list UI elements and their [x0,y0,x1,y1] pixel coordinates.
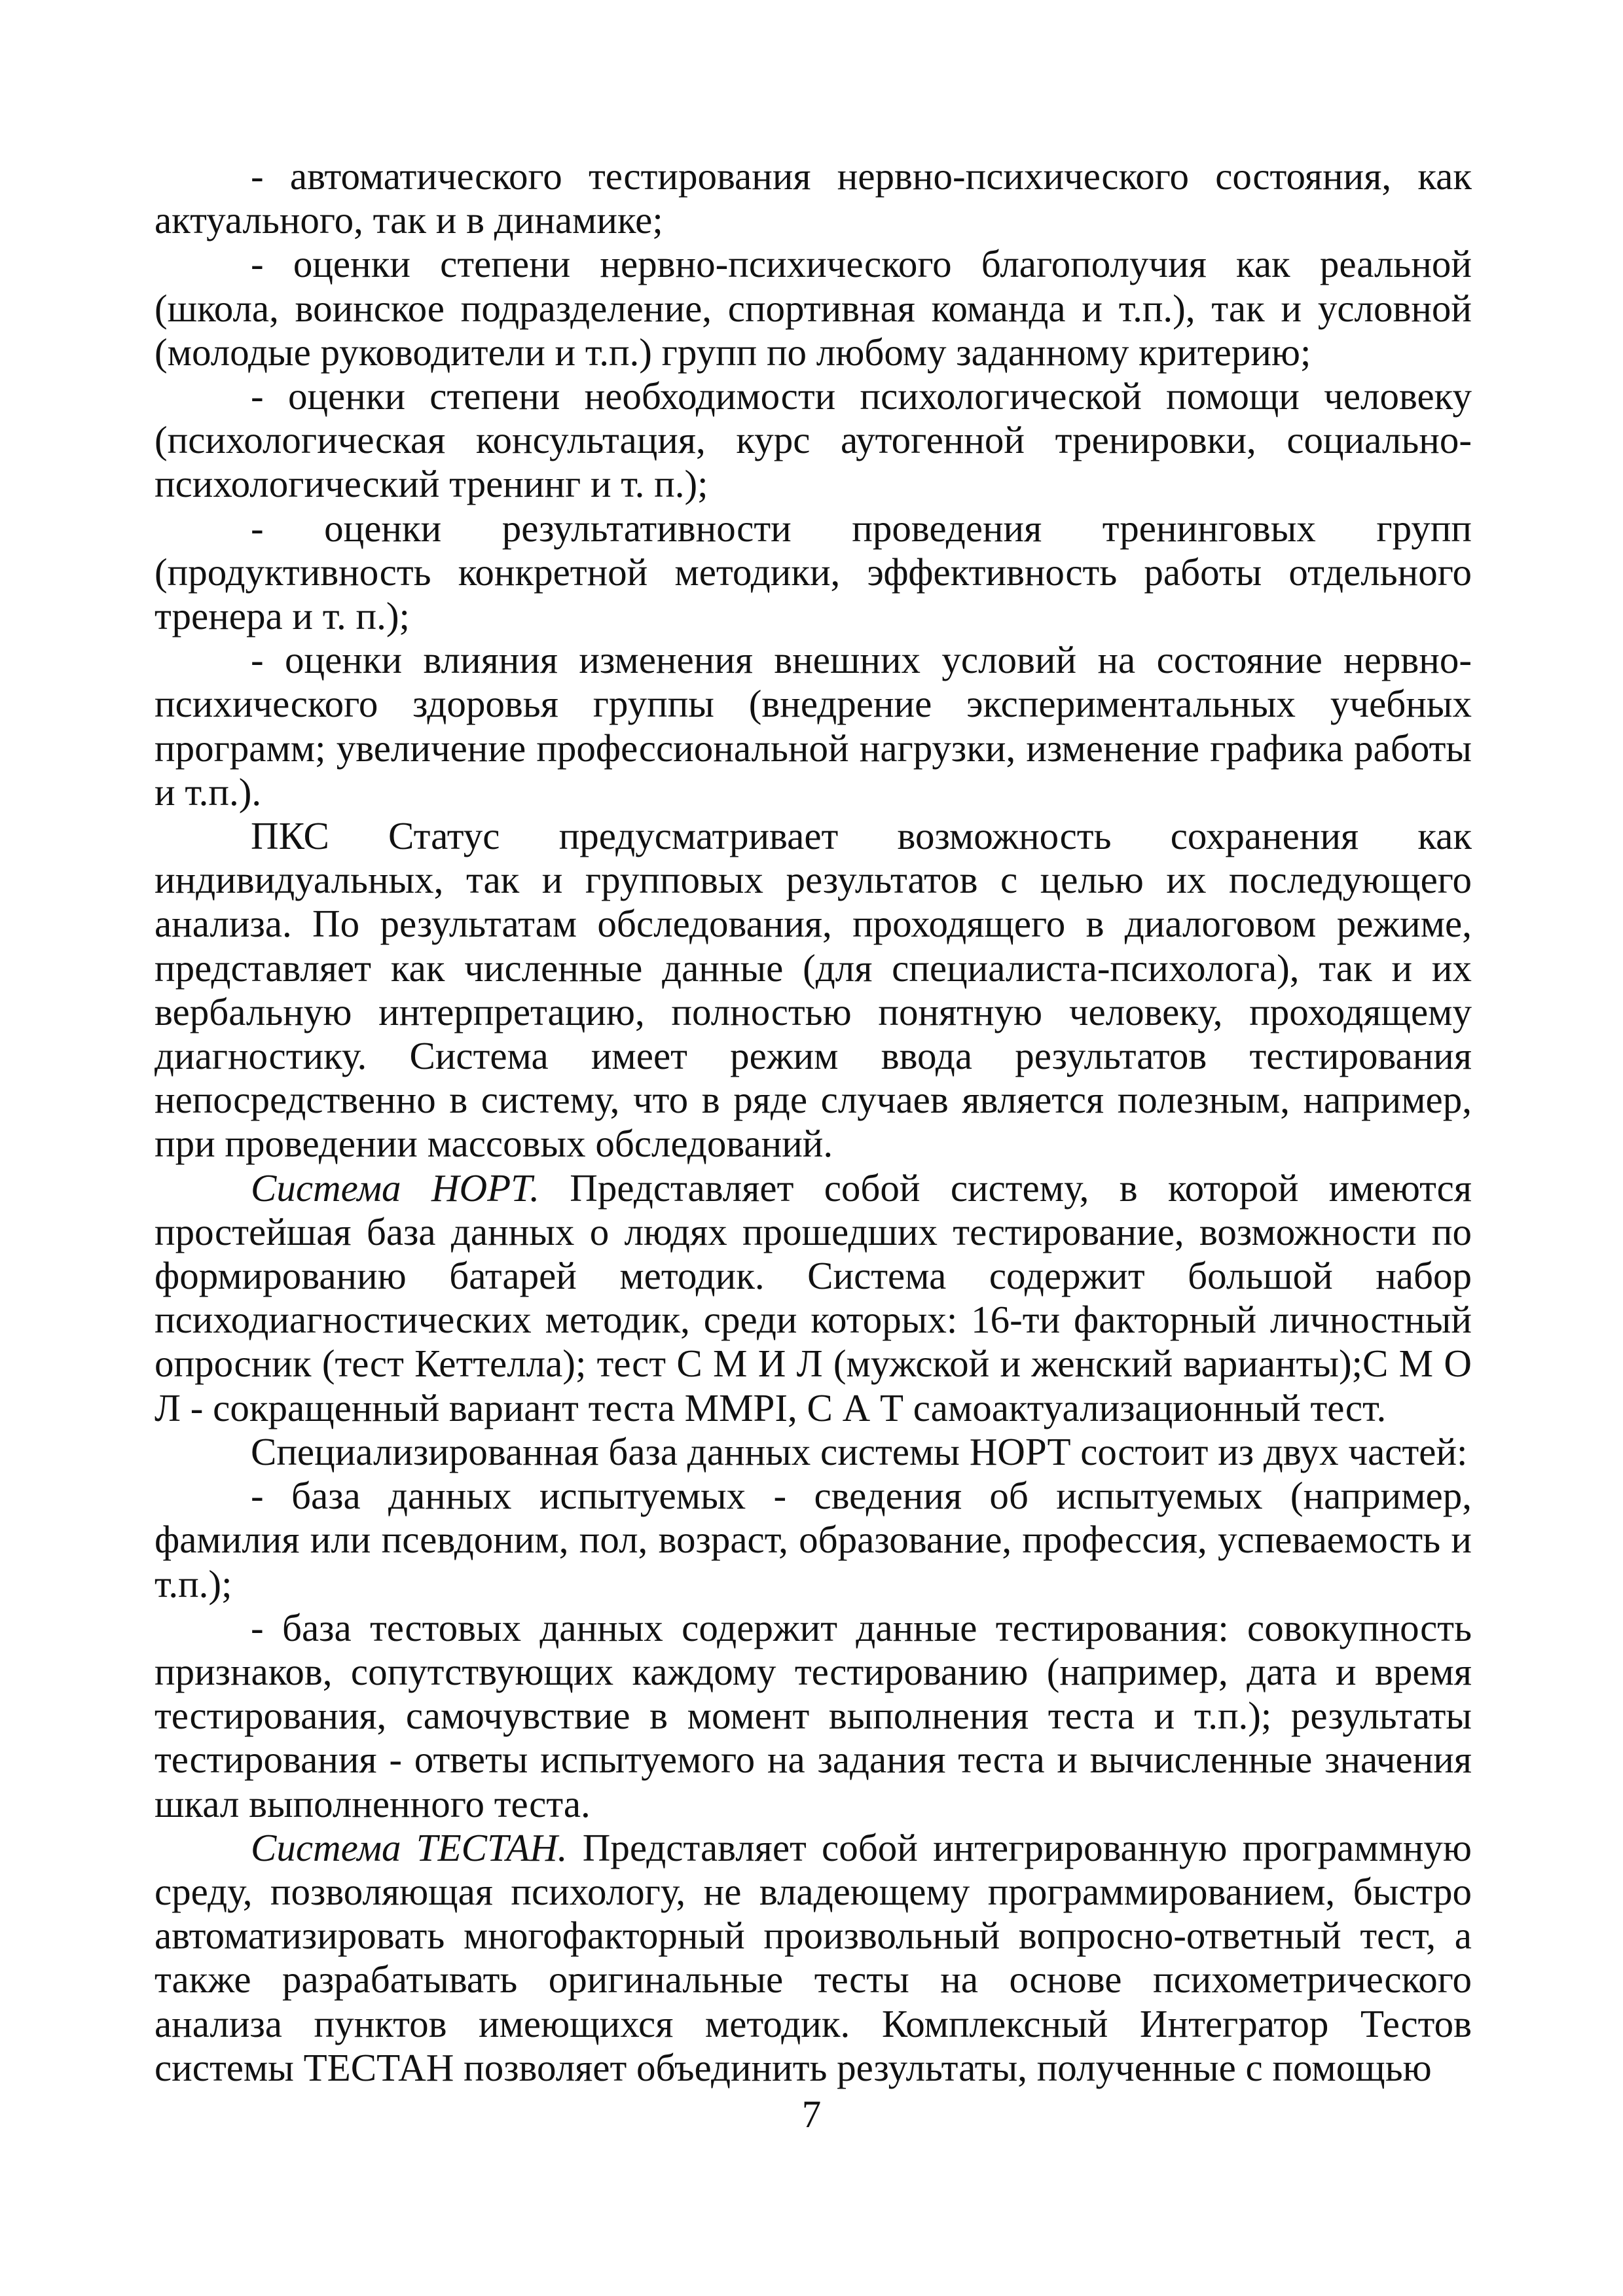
paragraph [155,154,1472,242]
paragraph-text: - база данных испытуемых - сведения об испытуемых (например, фамилия или псевдоним, пол, возраст, образование, профессия, успеваемость и т.п.); [155,1474,1472,1605]
paragraph [155,638,1472,814]
paragraph-text: - база тестовых данных содержит данные тестирования: совокупность признаков, сопутствующих каждому тестированию (например, дата и время тестирования, самочувствие в момент выполнения теста и т.п.); результаты тестирования - ответы испытуемого на задания теста и вычисленные значения шкал выполненного теста. [155,1605,1472,1825]
paragraph-text: - оценки степени нервно-психического благополучия как реальной (школа, воинское подразделение, спортивная команда и т.п.), так и условной (молодые руководители и т.п.) групп по любому заданному критерию; [155,242,1472,374]
paragraph [155,1606,1472,1826]
page-number: 7 [801,2092,822,2136]
paragraph [155,1474,1472,1606]
paragraph [155,1166,1472,1430]
paragraph [155,1826,1472,2090]
paragraph [155,374,1472,507]
paragraph [155,1430,1472,1474]
paragraph-text: - оценки степени необходимости психологической помощи человеку (психологическая консультация, курс аутогенной тренировки, социально-психологический тренинг и т. п.); [155,374,1472,506]
system-heading-nort: Система НОРТ. [251,1166,539,1210]
paragraph-text: Представляет собой систему, в которой имеются простейшая база данных о людях прошедших тестирование, возможности по формированию батарей методик. Система содержит большой набор психодиагностических методик, среди которых: 16-ти факторный личностный опросник (тест Кеттелла); тест С М И Л (мужской и женский варианты);С М О Л - сокращенный вариант теста MMPI, С А Т самоактуализационный тест. [155,1166,1472,1429]
paragraph [155,814,1472,1166]
paragraph-text: - автоматического тестирования нервно-психического состояния, как актуального, так и в динамике; [155,154,1472,242]
paragraph-text: - оценки результативности проведения тренинговых групп (продуктивность конкретной методики, эффективность работы отдельного тренера и т. п.); [155,506,1472,638]
paragraph-text: Представляет собой интегрированную программную среду, позволяющая психологу, не владеющему программированием, быстро автоматизировать многофакторный произвольный вопросно-ответный тест, а также разрабатывать оригинальные тесты на основе психометрического анализа пунктов имеющихся методик. Комплексный Интегратор Тестов системы ТЕСТАН позволяет объединить результаты, полученные с помощью [155,1825,1472,2089]
paragraph-text: ПКС Статус предусматривает возможность сохранения как индивидуальных, так и групповых результатов с целью их последующего анализа. По результатам обследования, проходящего в диалоговом режиме, представляет как численные данные (для специалиста-психолога), так и их вербальную интерпретацию, полностью понятную человеку, проходящему диагностику. Система имеет режим ввода результатов тестирования непосредственно в систему, что в ряде случаев является полезным, например, при проведении массовых обследований. [155,814,1472,1166]
paragraph-text: Специализированная база данных системы НОРТ состоит из двух частей: [251,1429,1468,1473]
system-heading-testan: Система ТЕСТАН. [251,1825,568,1869]
paragraph [155,242,1472,374]
body-text [155,154,1472,2090]
paragraph-text: - оценки влияния изменения внешних условий на состояние нервно-психического здоровья группы (внедрение экспериментальных учебных программ; увеличение профессиональной нагрузки, изменение графика работы и т.п.). [155,638,1472,814]
paragraph [155,507,1472,639]
